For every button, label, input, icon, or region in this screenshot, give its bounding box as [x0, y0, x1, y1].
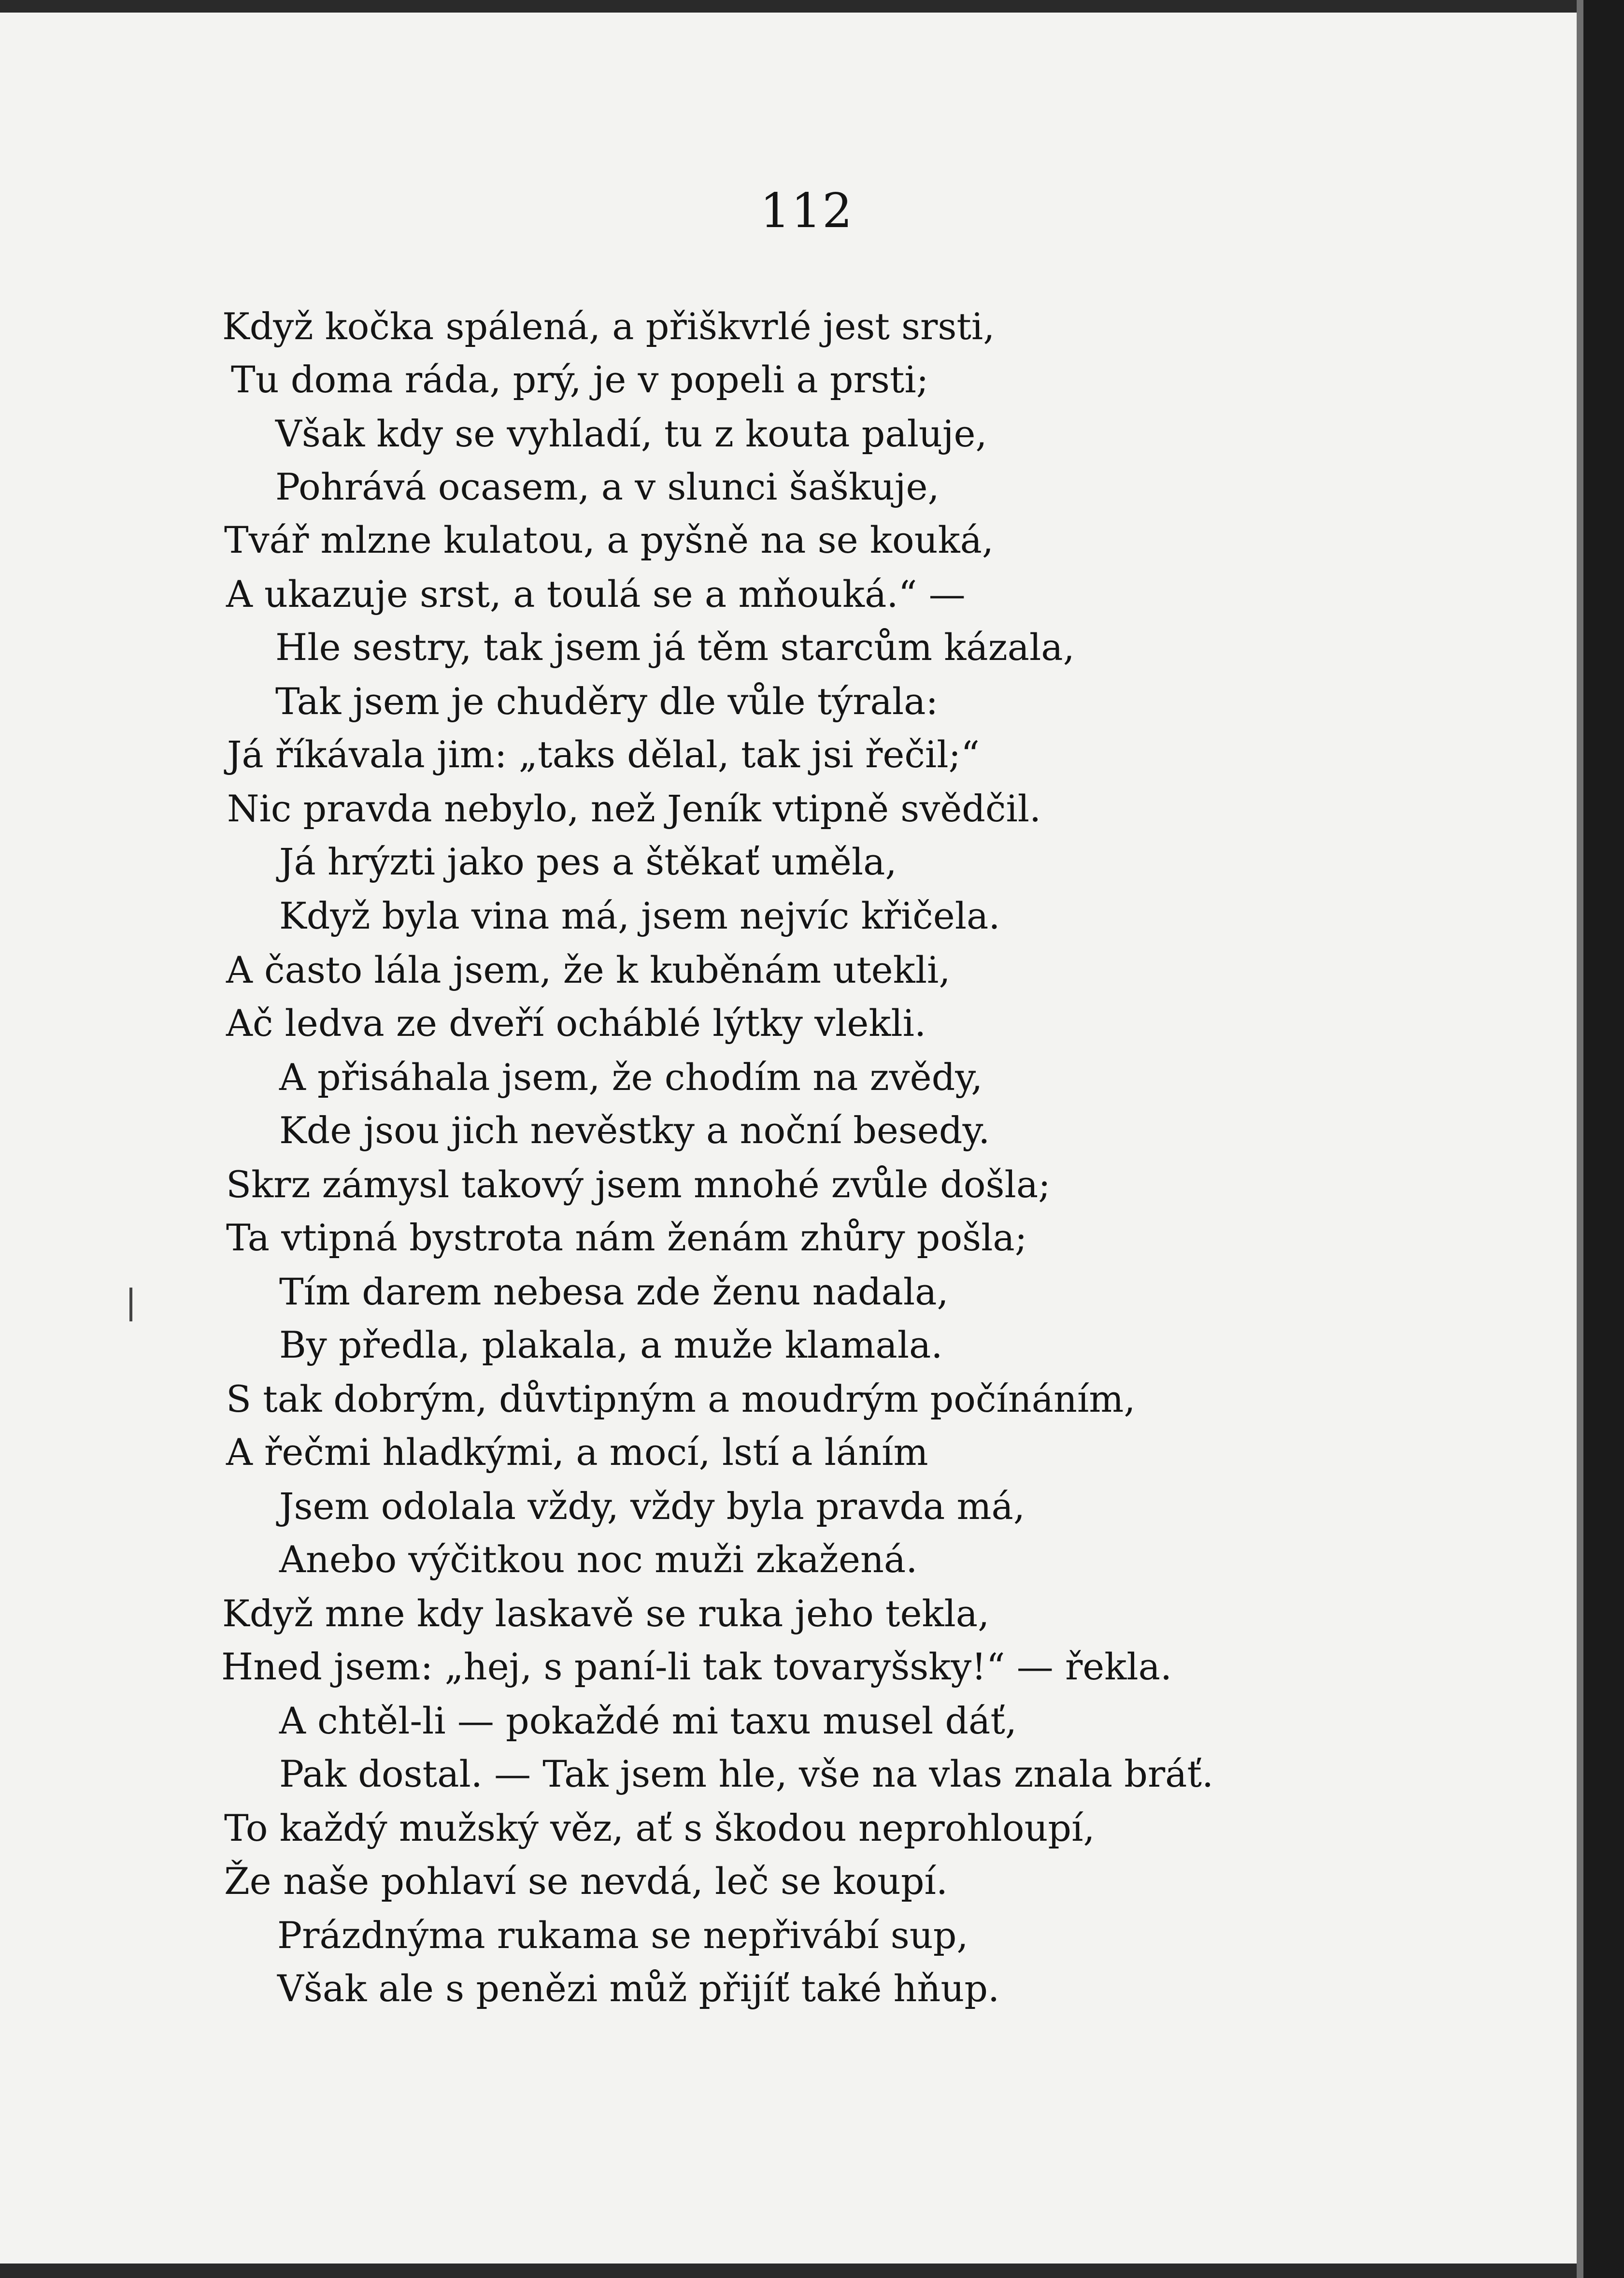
poem-line: By předla, plakala, a muže klamala. [279, 1323, 943, 1366]
poem-line: Tvář mlzne kulatou, a pyšně na se kouká, [224, 518, 994, 561]
poem-line: Nic pravda nebylo, než Jeník vtipně svědčil. [227, 787, 1041, 830]
poem-line: Pak dostal. — Tak jsem hle, vše na vlas znala bráť. [279, 1752, 1214, 1795]
poem-line: A ukazuje srst, a toulá se a mňouká.“ — [226, 573, 966, 616]
poem-line: S tak dobrým, důvtipným a moudrým počínáním, [226, 1377, 1136, 1420]
poem-line: Tím darem nebesa zde ženu nadala, [279, 1270, 949, 1313]
poem-line: Však ale s penězi můž přijíť také hňup. [277, 1967, 1000, 2010]
page-number: 112 [760, 184, 854, 239]
poem-line: Anebo výčitkou noc muži zkažená. [279, 1538, 918, 1581]
poem-line: Jsem odolala vždy, vždy byla pravda má, [279, 1485, 1025, 1528]
poem-line: Když mne kdy laskavě se ruka jeho tekla, [222, 1592, 990, 1635]
poem-line: Tak jsem je chuděry dle vůle týrala: [275, 680, 939, 723]
poem-line: Tu doma ráda, prý, je v popeli a prsti; [231, 358, 929, 401]
poem-line: Ač ledva ze dveří ocháblé lýtky vlekli. [226, 1002, 926, 1045]
poem-line: Když kočka spálená, a přiškvrlé jest srsti, [222, 305, 995, 348]
poem-line: A přisáhala jsem, že chodím na zvědy, [279, 1056, 983, 1099]
poem-line: Skrz zámysl takový jsem mnohé zvůle došla; [226, 1163, 1051, 1206]
poem-line: Já hrýzti jako pes a štěkať uměla, [279, 840, 897, 883]
poem-line: Hle sestry, tak jsem já těm starcům kázala, [275, 626, 1075, 669]
poem-line: Hned jsem: „hej, s paní-li tak tovaryšsky!“ — řekla. [221, 1645, 1172, 1688]
poem-line: Prázdnýma rukama se nepřivábí sup, [277, 1914, 969, 1957]
poem-line: To každý mužský věz, ať s škodou neprohloupí, [224, 1806, 1095, 1849]
poem-line: Když byla vina má, jsem nejvíc křičela. [279, 894, 1000, 937]
poem-line: Však kdy se vyhladí, tu z kouta paluje, [275, 412, 987, 455]
poem-line: Pohrává ocasem, a v slunci šaškuje, [275, 465, 940, 508]
poem-line: A řečmi hladkými, a mocí, lstí a láním [226, 1431, 928, 1474]
poem-line: Já říkávala jim: „taks dělal, tak jsi řečil;“ [227, 733, 980, 776]
poem-line: Že naše pohlaví se nevdá, leč se koupí. [224, 1860, 948, 1903]
poem-line: A často lála jsem, že k kuběnám utekli, [226, 948, 951, 991]
poem-line: Kde jsou jich nevěstky a noční besedy. [279, 1109, 990, 1152]
poem-line: A chtěl-li — pokaždé mi taxu musel dáť, [279, 1699, 1017, 1742]
poem-line: Ta vtipná bystrota nám ženám zhůry pošla; [226, 1216, 1027, 1259]
